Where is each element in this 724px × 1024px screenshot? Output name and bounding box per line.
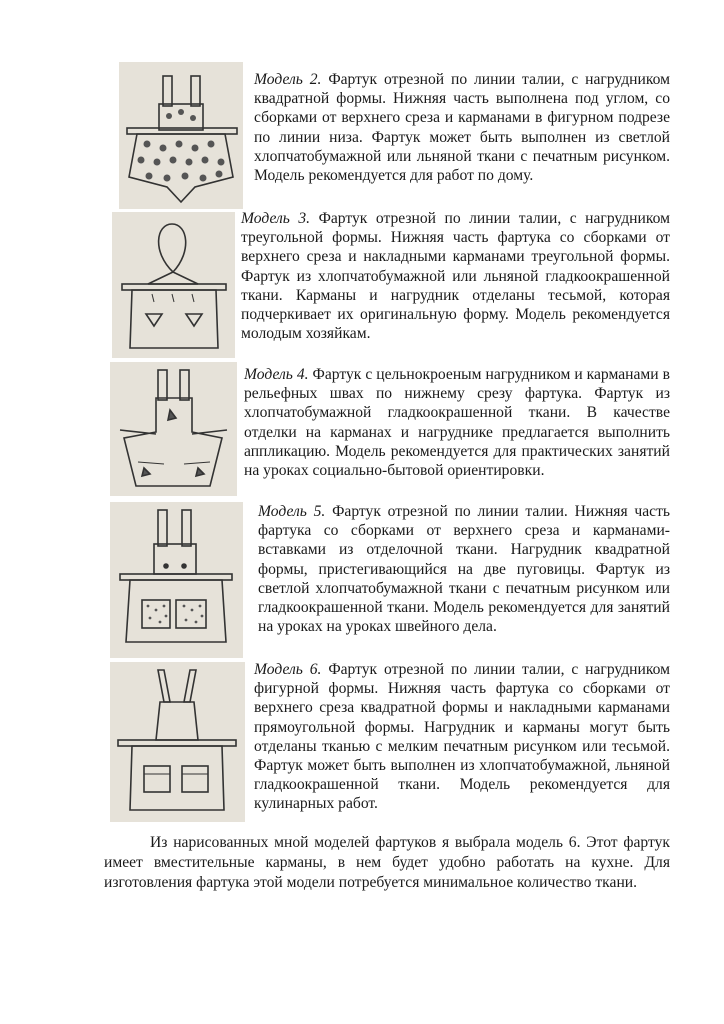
model-5-title: Модель 5.	[258, 503, 326, 520]
apron-model-4-drawing	[110, 362, 237, 496]
model-6-text: Фартук отрезной по линии талии, с нагрудником фигурной формы. Нижняя часть фартука со сборками от верхнего среза квадратной формы и накладными карманами прямоугольной формы. Нагрудник и карманы могут быть отделаны тканью с мелким печатным рисунком или тесьмой. Фартук может быть выполнен из хлопчатобумажной, льняной гладкоокрашенной ткани. Модель рекомендуется для кулинарных работ.	[254, 661, 670, 813]
model-6-title: Модель 6.	[254, 661, 322, 678]
model-3-description	[241, 209, 670, 343]
model-2-text: Фартук отрезной по линии талии, с нагрудником квадратной формы. Нижняя часть выполнена под углом, со сборками от верхнего среза и карманами в фигурном подрезе по линии низа. Фартук может быть выполнен из светлой хлопчатобумажной или льняной ткани с печатным рисунком. Модель рекомендуется для работ по дому.	[254, 71, 670, 185]
model-3-title: Модель 3.	[241, 210, 311, 227]
model-4-title: Модель 4.	[244, 366, 309, 383]
apron-model-5-drawing	[110, 502, 243, 658]
model-5-text: Фартук отрезной по линии талии. Нижняя часть фартука со сборками от верхнего среза и карманами-вставками из отделочной ткани. Нагрудник квадратной формы, пристегивающийся на две пуговицы. Фартук из светлой хлопчатобумажной ткани с печатным рисунком или гладкоокрашенной ткани. Модель рекомендуется для занятий на уроках на уроках швейного дела.	[258, 503, 671, 636]
model-5-description	[258, 502, 670, 636]
apron-model-6-drawing	[110, 662, 245, 822]
model-4-text: Фартук с цельнокроеным нагрудником и карманами в рельефных швах по нижнему срезу фартука. Фартук из хлопчатобумажной гладкоокрашенной ткани. В качестве отделки на карманах и нагруднике предлагается выполнить аппликацию. Модель рекомендуется для практических занятий на уроках социально-бытовой ориентировки.	[244, 366, 670, 480]
model-4-description	[244, 365, 670, 480]
model-2-description	[254, 70, 670, 185]
model-3-text: Фартук отрезной по линии талии, с нагрудником треугольной формы. Нижняя часть фартука со сборками от верхнего среза и накладными карманами треугольной формы. Фартук из хлопчатобумажной или льняной гладкоокрашенной ткани. Карманы и нагрудник отделаны тесьмой, которая подчеркивает их оригинальную форму. Модель рекомендуется молодым хозяйкам.	[241, 210, 670, 343]
model-2-title: Модель 2.	[254, 71, 322, 88]
model-6-description	[254, 660, 670, 814]
conclusion-paragraph: Из нарисованных мной моделей фартуков я выбрала модель 6. Этот фартук имеет вместительные карманы, в нем будет удобно работать на кухне. Для изготовления фартука этой модели потребуется минимальное количество ткани.	[104, 834, 670, 891]
apron-model-3-drawing	[112, 212, 235, 358]
apron-model-2-drawing	[119, 62, 243, 209]
